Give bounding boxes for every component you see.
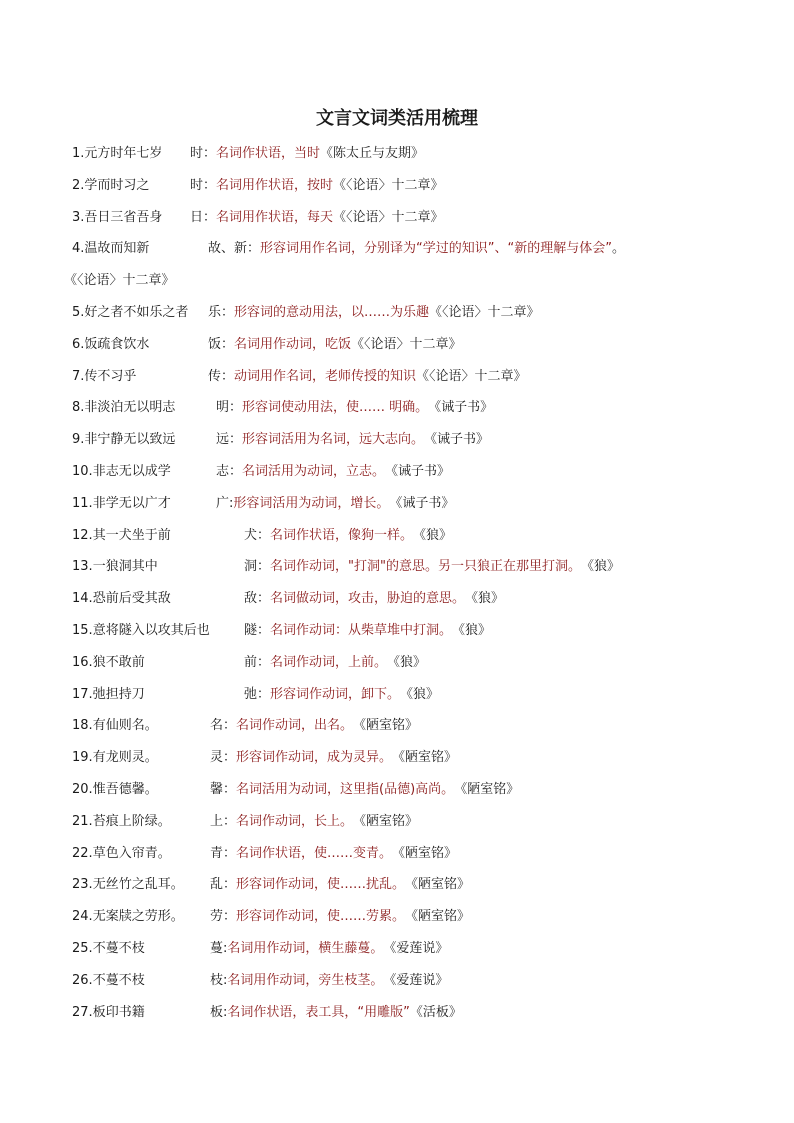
- example-phrase: 饭疏食饮水: [84, 336, 150, 352]
- item-number: 5.: [72, 304, 85, 320]
- separator: ：: [257, 527, 271, 543]
- example-cell: [72, 207, 190, 229]
- example-phrase: 传不习乎: [84, 368, 137, 384]
- example-phrase: 好之者不如乐之者: [84, 304, 189, 320]
- key-word: 饭: [208, 336, 222, 352]
- item-number: 4.: [72, 241, 85, 257]
- definition: 形容词作动词，使……劳累。: [236, 909, 406, 925]
- source-title: 《〈论语〉十二章》: [333, 177, 444, 193]
- source-title: 。: [611, 241, 625, 257]
- example-phrase: 有龙则灵。: [92, 750, 158, 766]
- source-title: 《活板》: [409, 1004, 462, 1020]
- item-number: 21.: [72, 813, 93, 829]
- separator: :: [223, 940, 228, 956]
- key-word: 明: [216, 400, 230, 416]
- item-number: 8.: [72, 400, 85, 416]
- definition: 名词作动词，长上。: [236, 813, 354, 829]
- definition: 名词作动词，"打洞"的意思。另一只狼正在那里打洞。: [270, 559, 581, 575]
- example-cell: [72, 1002, 210, 1024]
- key-word: 乐: [208, 304, 222, 320]
- separator: ：: [221, 304, 235, 320]
- key-word: 日: [190, 209, 204, 225]
- source-title: 《狼》: [465, 591, 505, 607]
- list-item: [72, 207, 772, 239]
- source-title: 《陋室铭》: [405, 877, 471, 893]
- list-item: [72, 397, 772, 429]
- item-number: 27.: [72, 1004, 93, 1020]
- example-cell: [72, 747, 210, 769]
- key-word: 枝: [210, 972, 224, 988]
- definition: 名词作动词，上前。: [270, 654, 388, 670]
- key-word: 犬: [244, 527, 258, 543]
- separator: :: [223, 972, 228, 988]
- definition: 形容词作动词，卸下。: [270, 686, 401, 702]
- example-phrase: 非宁静无以致远: [84, 432, 176, 448]
- list-item: [72, 525, 772, 557]
- example-cell: [72, 525, 244, 547]
- key-word: 青: [210, 845, 224, 861]
- example-cell: [72, 906, 210, 928]
- source-title: 《〈论语〉十二章》: [351, 336, 462, 352]
- item-number: 1.: [72, 146, 85, 161]
- definition: 名词作状语，当时: [216, 146, 321, 161]
- key-word: 传: [208, 368, 222, 384]
- definition: 名词用作动词，横生藤蔓。: [227, 940, 384, 956]
- example-phrase: 草色入帘青。: [92, 845, 171, 861]
- example-phrase: 温故而知新: [84, 241, 150, 257]
- key-word: 敌: [244, 591, 258, 607]
- example-cell: [72, 684, 244, 706]
- item-number: 17.: [72, 686, 93, 702]
- definition: 名词作动词，出名。: [236, 718, 354, 734]
- source-title: 《诫子书》: [424, 432, 490, 448]
- example-cell: [72, 620, 244, 642]
- separator: ：: [223, 909, 237, 925]
- source-title: 《陋室铭》: [392, 845, 458, 861]
- example-cell: [72, 302, 208, 324]
- definition: 名词用作状语，按时: [216, 177, 334, 193]
- example-cell: [72, 397, 216, 419]
- definition: 动词用作名词，老师传授的知识: [234, 368, 417, 384]
- separator: ：: [229, 463, 243, 479]
- example-cell: [72, 715, 210, 737]
- item-number: 2.: [72, 177, 85, 193]
- example-phrase: 无案牍之劳形。: [92, 909, 184, 925]
- item-number: 6.: [72, 336, 85, 352]
- source-continuation: 《〈论语〉十二章》: [64, 273, 175, 289]
- definition: 名词用作动词，吃饭: [234, 336, 352, 352]
- example-cell: [72, 334, 208, 356]
- example-cell: [72, 938, 210, 960]
- key-word: 劳: [210, 909, 224, 925]
- example-cell: [72, 779, 210, 801]
- item-number: 25.: [72, 940, 93, 956]
- source-title: 《狼》: [387, 654, 427, 670]
- definition: 名词作状语，像狗一样。: [270, 527, 414, 543]
- list-item: [72, 1002, 772, 1034]
- example-phrase: 非学无以广才: [92, 495, 171, 511]
- definition: 名词作动词：从柴草堆中打洞。: [270, 622, 453, 638]
- example-phrase: 有仙则名。: [92, 718, 158, 734]
- key-word: 馨: [210, 781, 224, 797]
- example-phrase: 无丝竹之乱耳。: [92, 877, 184, 893]
- example-phrase: 一狼洞其中: [92, 559, 158, 575]
- usage-list: [64, 143, 772, 1033]
- item-number: 23.: [72, 877, 93, 893]
- list-item: [64, 270, 772, 302]
- item-number: 26.: [72, 972, 93, 988]
- key-word: 隧: [244, 622, 258, 638]
- source-title: 《狼》: [400, 686, 440, 702]
- separator: ：: [223, 718, 237, 734]
- separator: ：: [221, 368, 235, 384]
- list-item: [72, 143, 772, 175]
- list-item: [72, 652, 772, 684]
- example-cell: [72, 143, 190, 165]
- example-cell: [72, 843, 210, 865]
- example-cell: [72, 652, 244, 674]
- source-title: 《诫子书》: [389, 495, 455, 511]
- list-item: [72, 747, 772, 779]
- list-item: [72, 843, 772, 875]
- separator: ：: [247, 241, 261, 257]
- list-item: [72, 461, 772, 493]
- definition: 名词活用为动词，这里指(品德)高尚。: [236, 781, 455, 797]
- example-phrase: 惟吾德馨。: [92, 781, 158, 797]
- definition: 名词用作状语，每天: [216, 209, 334, 225]
- key-word: 灵: [210, 750, 224, 766]
- key-word: 乱: [210, 877, 224, 893]
- definition: 形容词使动用法，使…… 明确。: [242, 400, 429, 416]
- item-number: 20.: [72, 781, 93, 797]
- key-word: 板: [210, 1004, 224, 1020]
- example-cell: [72, 811, 210, 833]
- definition: 名词作状语，使……变青。: [236, 845, 393, 861]
- separator: ：: [257, 622, 271, 638]
- separator: ：: [203, 209, 217, 225]
- key-word: 洞: [244, 559, 258, 575]
- list-item: [72, 238, 772, 270]
- separator: ：: [257, 591, 271, 607]
- source-title: 《〈论语〉十二章》: [416, 368, 527, 384]
- definition: 名词作状语，表工具，“用雕版”: [227, 1004, 410, 1020]
- example-phrase: 恐前后受其敌: [92, 591, 171, 607]
- list-item: [72, 302, 772, 334]
- list-item: [72, 906, 772, 938]
- example-cell: [72, 874, 210, 896]
- key-word: 名: [210, 718, 224, 734]
- list-item: [72, 366, 772, 398]
- separator: ：: [203, 146, 217, 161]
- example-phrase: 板印书籍: [92, 1004, 145, 1020]
- source-title: 《陋室铭》: [405, 909, 471, 925]
- key-word: 广: [216, 495, 230, 511]
- separator: ：: [221, 336, 235, 352]
- item-number: 18.: [72, 718, 93, 734]
- example-phrase: 不蔓不枝: [92, 972, 145, 988]
- item-number: 12.: [72, 527, 93, 543]
- key-word: 蔓: [210, 940, 224, 956]
- source-title: 《陋室铭》: [392, 750, 458, 766]
- definition: 名词做动词，攻击，胁迫的意思。: [270, 591, 466, 607]
- example-phrase: 非志无以成学: [92, 463, 171, 479]
- source-title: 《〈论语〉十二章》: [333, 209, 444, 225]
- separator: :: [229, 495, 234, 511]
- item-number: 14.: [72, 591, 93, 607]
- list-item: [72, 970, 772, 1002]
- list-item: [72, 811, 772, 843]
- separator: ：: [229, 432, 243, 448]
- list-item: [72, 938, 772, 970]
- item-number: 9.: [72, 432, 85, 448]
- definition: 形容词用作名词，分别译为“学过的知识”、“新的理解与体会”: [260, 241, 612, 257]
- key-word: 前: [244, 654, 258, 670]
- separator: ：: [229, 400, 243, 416]
- example-phrase: 元方时年七岁: [84, 146, 163, 161]
- definition: 形容词活用为动词，增长。: [233, 495, 390, 511]
- separator: ：: [257, 686, 271, 702]
- source-title: 《狼》: [581, 559, 621, 575]
- item-number: 3.: [72, 209, 85, 225]
- separator: ：: [223, 781, 237, 797]
- list-item: [72, 429, 772, 461]
- separator: ：: [257, 559, 271, 575]
- list-item: [72, 684, 772, 716]
- example-cell: [72, 429, 216, 451]
- list-item: [72, 493, 772, 525]
- item-number: 19.: [72, 750, 93, 766]
- list-item: [72, 620, 772, 652]
- list-item: [72, 715, 772, 747]
- example-phrase: 非淡泊无以明志: [84, 400, 176, 416]
- key-word: 弛: [244, 686, 258, 702]
- item-number: 13.: [72, 559, 93, 575]
- list-item: [72, 874, 772, 906]
- separator: ：: [257, 654, 271, 670]
- item-number: 16.: [72, 654, 93, 670]
- example-cell: [72, 238, 208, 260]
- source-title: 《陋室铭》: [454, 781, 520, 797]
- example-phrase: 不蔓不枝: [92, 940, 145, 956]
- item-number: 10.: [72, 463, 93, 479]
- definition: 形容词的意动用法，以……为乐趣: [234, 304, 430, 320]
- example-cell: [72, 588, 244, 610]
- definition: 名词用作动词，旁生枝茎。: [227, 972, 384, 988]
- separator: ：: [223, 845, 237, 861]
- source-title: 《陈太丘与友期》: [320, 146, 425, 161]
- example-phrase: 苔痕上阶绿。: [92, 813, 171, 829]
- item-number: 24.: [72, 909, 93, 925]
- source-title: 《爱莲说》: [383, 972, 449, 988]
- example-phrase: 其一犬坐于前: [92, 527, 171, 543]
- key-word: 远: [216, 432, 230, 448]
- separator: ：: [223, 813, 237, 829]
- list-item: [72, 334, 772, 366]
- example-cell: [72, 366, 208, 388]
- example-cell: [72, 493, 216, 515]
- example-phrase: 弛担持刀: [92, 686, 145, 702]
- source-title: 《诫子书》: [385, 463, 451, 479]
- list-item: [72, 779, 772, 811]
- definition: 名词活用为动词，立志。: [242, 463, 386, 479]
- example-phrase: 吾日三省吾身: [84, 209, 163, 225]
- key-word: 时: [190, 177, 204, 193]
- key-word: 上: [210, 813, 224, 829]
- source-title: 《狼》: [452, 622, 492, 638]
- key-word: 时: [190, 146, 204, 161]
- source-title: 《狼》: [413, 527, 453, 543]
- source-title: 《爱莲说》: [383, 940, 449, 956]
- item-number: 22.: [72, 845, 93, 861]
- item-number: 7.: [72, 368, 85, 384]
- separator: ：: [203, 177, 217, 193]
- definition: 形容词作动词，使……扰乱。: [236, 877, 406, 893]
- item-number: 15.: [72, 622, 93, 638]
- source-title: 《〈论语〉十二章》: [429, 304, 540, 320]
- definition: 形容词活用为名词，远大志向。: [242, 432, 425, 448]
- definition: 形容词作动词，成为灵异。: [236, 750, 393, 766]
- example-cell: [72, 970, 210, 992]
- key-word: 故、新: [208, 241, 248, 257]
- list-item: [72, 556, 772, 588]
- source-title: 《诫子书》: [428, 400, 494, 416]
- example-phrase: 意将隧入以攻其后也: [92, 622, 210, 638]
- separator: ：: [223, 750, 237, 766]
- page-title: 文言文词类活用梳理: [316, 108, 478, 129]
- example-cell: [72, 461, 216, 483]
- source-title: 《陋室铭》: [353, 813, 419, 829]
- list-item: [72, 175, 772, 207]
- example-phrase: 狼不敢前: [92, 654, 145, 670]
- example-cell: [72, 556, 244, 578]
- example-cell: [72, 175, 190, 197]
- list-item: [72, 588, 772, 620]
- example-phrase: 学而时习之: [84, 177, 150, 193]
- key-word: 志: [216, 463, 230, 479]
- item-number: 11.: [72, 495, 93, 511]
- separator: ：: [223, 877, 237, 893]
- source-title: 《陋室铭》: [353, 718, 419, 734]
- separator: :: [223, 1004, 228, 1020]
